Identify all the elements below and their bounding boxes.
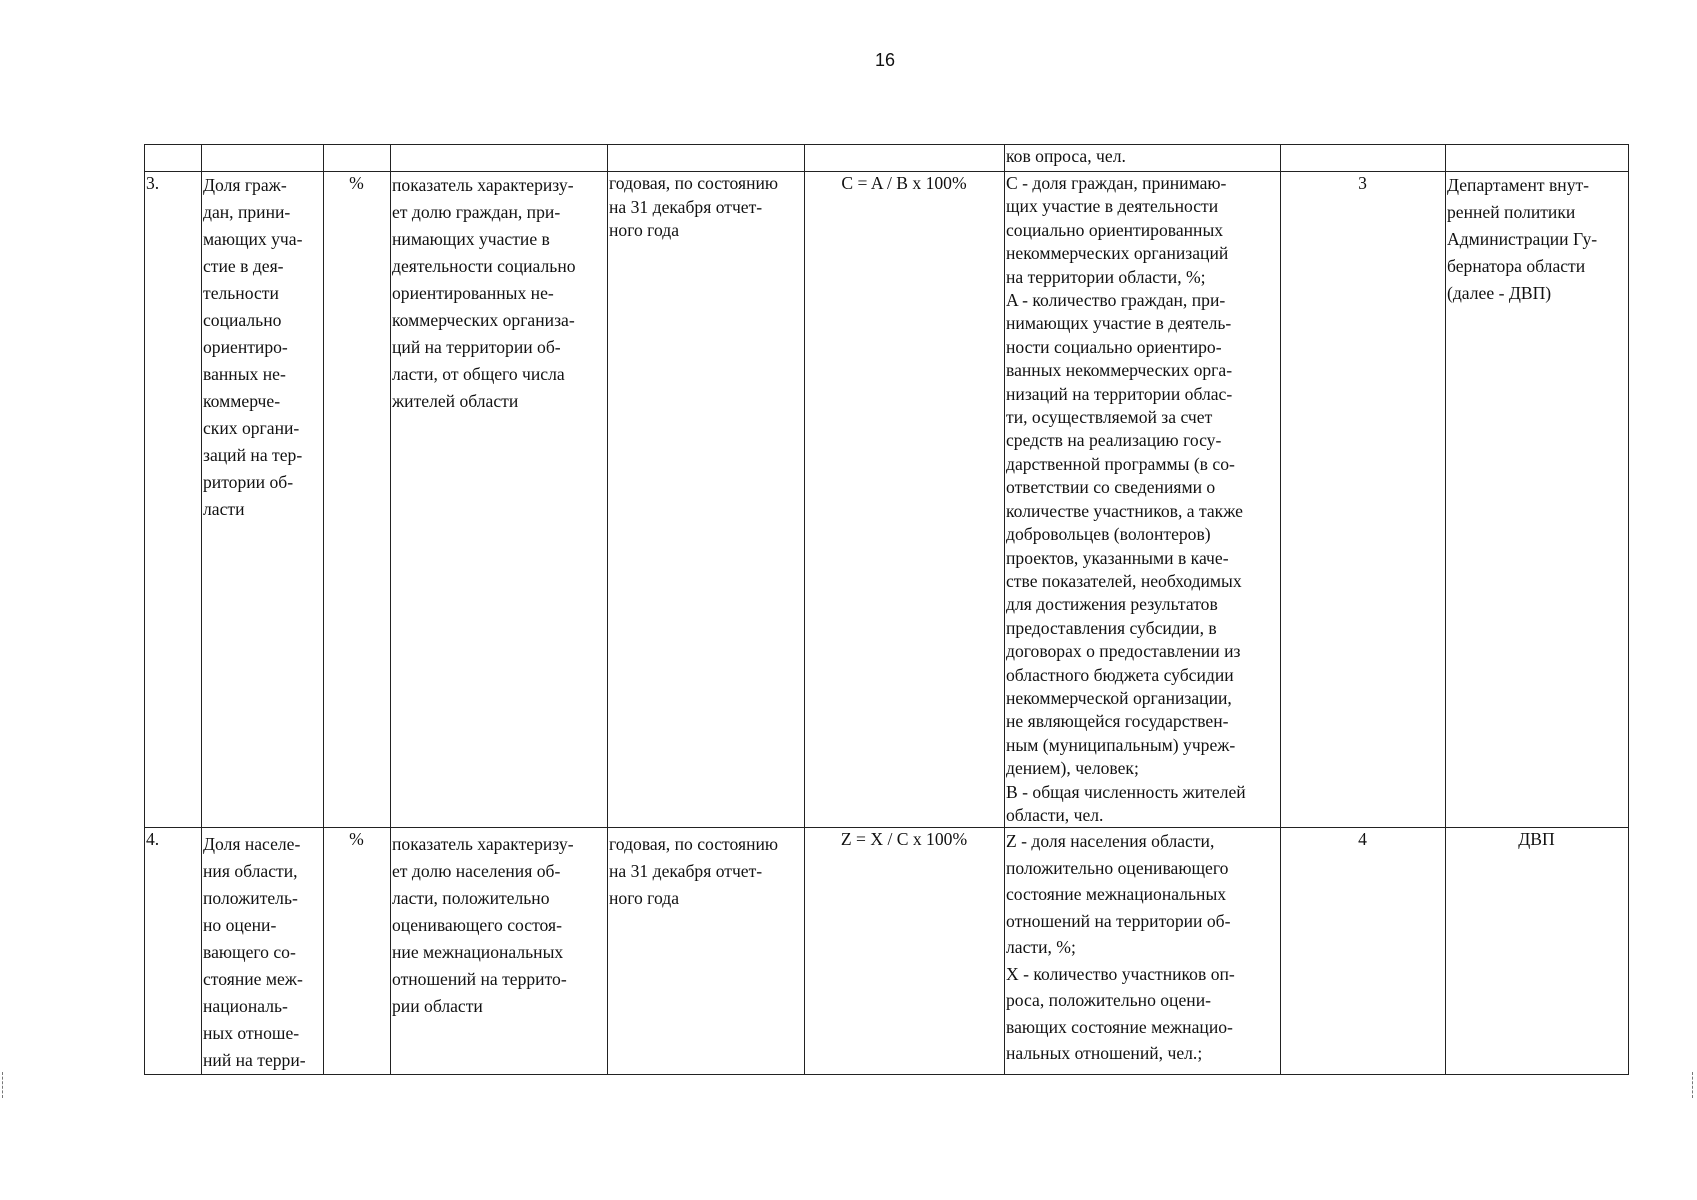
definition-tail-text: ков опроса, чел. [1006, 146, 1126, 166]
table-row-continuation [145, 145, 1629, 172]
cell-responsible [1446, 145, 1629, 172]
cell-unit [324, 145, 391, 172]
cell-periodicity [608, 145, 805, 172]
cell-periodicity [608, 172, 805, 828]
cell-name [202, 172, 324, 828]
row-number: 4. [146, 829, 160, 850]
cell-characteristic [391, 172, 608, 828]
cell-responsible [1446, 828, 1629, 1075]
method-text: 4 [1358, 829, 1367, 850]
cell-characteristic [391, 828, 608, 1075]
cell-formula [805, 145, 1005, 172]
scan-edge-mark-right [1692, 1072, 1694, 1098]
cell-formula [805, 828, 1005, 1075]
cell-definition [1005, 828, 1281, 1075]
cell-definition [1005, 145, 1281, 172]
characteristic-text: показатель характеризу- ет долю населения об- ласти, положительно оценивающего состоя- ние межнациональных отношений на террито- рии области [392, 834, 574, 1017]
cell-num [145, 828, 202, 1075]
cell-name [202, 145, 324, 172]
scan-edge-mark-left [2, 1072, 4, 1098]
formula-text: Z = X / C x 100% [840, 829, 968, 850]
cell-unit [324, 828, 391, 1075]
method-text: 3 [1358, 173, 1367, 193]
cell-method [1281, 828, 1446, 1075]
cell-method [1281, 172, 1446, 828]
responsible-text: ДВП [1518, 829, 1555, 850]
cell-name [202, 828, 324, 1075]
cell-num [145, 145, 202, 172]
table-row-3 [145, 172, 1629, 828]
unit-text: % [349, 829, 364, 850]
definition-text: C - доля граждан, принимаю- щих участие в деятельности социально ориентированных некоммерческих организаций на территории области, %; A - количество граждан, при- нимающих участие в деятель- ности социально ориентиро- ванных некоммерческих орга- низаций на территории облас- ти, осуществляемой за счет средств на реализацию госу- дарственной программы (в со- ответствии со сведениями о количестве участников, а также добровольцев (волонтеров) проектов, указанными в каче- стве показателей, необходимых для достижения результатов предоставления субсидии, в договорах о предоставлении из областного бюджета субсидии некоммерческой организации, не являющейся государствен- ным (муниципальным) учреж- дением), человек; B - общая численность жителей области, чел. [1006, 173, 1246, 825]
indicator-name: Доля граж- дан, прини- мающих уча- стие в дея- тельности социально ориентиро- ванных не- коммерче- ских органи- заций на тер- ритории об- ласти [203, 175, 303, 519]
indicator-name: Доля населе- ния области, положитель- но оцени- вающего со- стояние меж- националь- ных отноше- ний на терри- [203, 834, 306, 1071]
cell-definition [1005, 172, 1281, 828]
periodicity-text: годовая, по состоянию на 31 декабря отчет- ного года [609, 834, 779, 909]
table-row-4 [145, 828, 1629, 1075]
responsible-text: Департамент внут- ренней политики Администрации Гу- бернатора области (далее - ДВП) [1447, 175, 1598, 303]
definition-text: Z - доля населения области, положительно оценивающего состояние межнациональных отношений на территории об- ласти, %; X - количество участников оп- роса, положительно оцени- вающих состояние межнацио- нальных отношений, чел.; [1006, 831, 1235, 1064]
row-number: 3. [146, 173, 160, 193]
page-number: 16 [874, 50, 896, 70]
periodicity-text: годовая, по состоянию на 31 декабря отчет- ного года [609, 173, 779, 240]
characteristic-text: показатель характеризу- ет долю граждан, при- нимающих участие в деятельности социально ориентированных не- коммерческих организа- ций на территории об- ласти, от общего числа жителей области [392, 175, 576, 411]
cell-formula [805, 172, 1005, 828]
cell-periodicity [608, 828, 805, 1075]
formula-text: C = A / B x 100% [841, 173, 967, 193]
indicators-table [144, 144, 1629, 1075]
cell-num [145, 172, 202, 828]
cell-characteristic [391, 145, 608, 172]
cell-responsible [1446, 172, 1629, 828]
cell-method [1281, 145, 1446, 172]
unit-text: % [349, 173, 364, 193]
cell-unit [324, 172, 391, 828]
